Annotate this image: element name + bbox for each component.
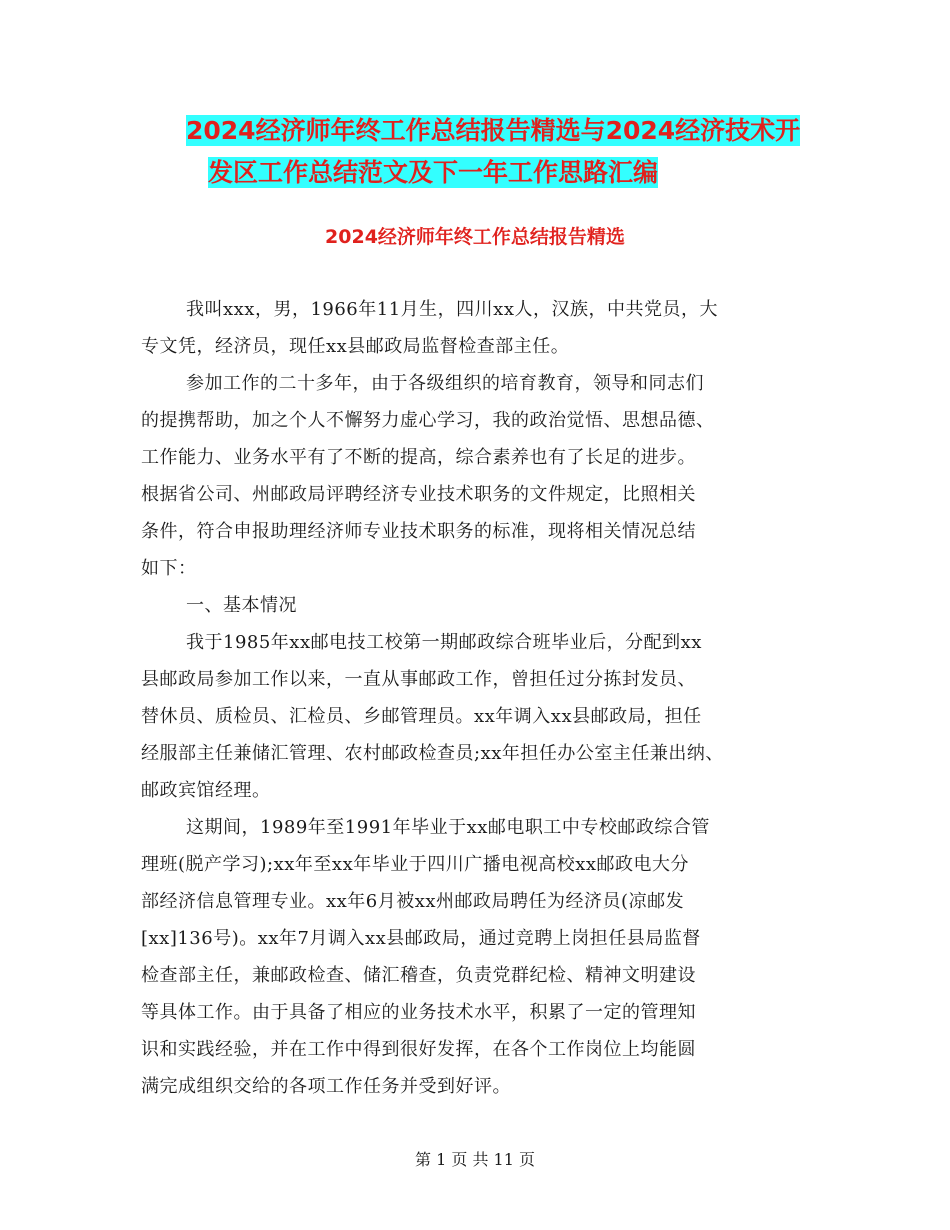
body-line: 根据省公司、州邮政局评聘经济专业技术职务的文件规定，比照相关 bbox=[141, 484, 696, 505]
body-line: 邮政宾馆经理。 bbox=[141, 780, 271, 801]
body-line: 专文凭，经济员，现任xx县邮政局监督检查部主任。 bbox=[141, 336, 570, 357]
body-line: 满完成组织交给的各项工作任务并受到好评。 bbox=[141, 1076, 511, 1097]
body-line: 部经济信息管理专业。xx年6月被xx州邮政局聘任为经济员(凉邮发 bbox=[141, 891, 685, 912]
body-line: 工作能力、业务水平有了不断的提高，综合素养也有了长足的进步。 bbox=[141, 447, 696, 468]
body-line: 检查部主任，兼邮政检查、储汇稽查，负责党群纪检、精神文明建设 bbox=[141, 965, 696, 986]
body-line: 这期间，1989年至1991年毕业于xx邮电职工中专校邮政综合管 bbox=[186, 817, 710, 838]
body-line: 参加工作的二十多年，由于各级组织的培育教育，领导和同志们 bbox=[186, 373, 704, 394]
page-footer: 第 1 页 共 11 页 bbox=[415, 1150, 535, 1169]
body-line: 我于1985年xx邮电技工校第一期邮政综合班毕业后，分配到xx bbox=[186, 632, 702, 653]
body-line: 的提携帮助，加之个人不懈努力虚心学习，我的政治觉悟、思想品德、 bbox=[141, 410, 715, 431]
body-line: [xx]136号)。xx年7月调入xx县邮政局，通过竞聘上岗担任县局监督 bbox=[141, 928, 701, 949]
body-line: 替休员、质检员、汇检员、乡邮管理员。xx年调入xx县邮政局，担任 bbox=[141, 706, 702, 727]
section-title: 2024经济师年终工作总结报告精选 bbox=[325, 226, 625, 248]
body-line: 等具体工作。由于具备了相应的业务技术水平，积累了一定的管理知 bbox=[141, 1002, 696, 1023]
section-heading: 一、基本情况 bbox=[186, 595, 297, 616]
body-line: 县邮政局参加工作以来，一直从事邮政工作，曾担任过分拣封发员、 bbox=[141, 669, 696, 690]
body-line: 我叫xxx，男，1966年11月生，四川xx人，汉族，中共党员，大 bbox=[186, 299, 718, 320]
body-line: 如下： bbox=[141, 558, 197, 579]
document-title-line-1: 2024经济师年终工作总结报告精选与2024经济技术开 bbox=[186, 116, 801, 145]
body-line: 理班(脱产学习);xx年至xx年毕业于四川广播电视高校xx邮政电大分 bbox=[141, 854, 690, 875]
document-title-line-2: 发区工作总结范文及下一年工作思路汇编 bbox=[208, 158, 659, 187]
body-line: 经服部主任兼储汇管理、农村邮政检查员;xx年担任办公室主任兼出纳、 bbox=[141, 743, 724, 764]
body-line: 条件，符合申报助理经济师专业技术职务的标准，现将相关情况总结 bbox=[141, 521, 696, 542]
body-line: 识和实践经验，并在工作中得到很好发挥，在各个工作岗位上均能圆 bbox=[141, 1039, 696, 1060]
